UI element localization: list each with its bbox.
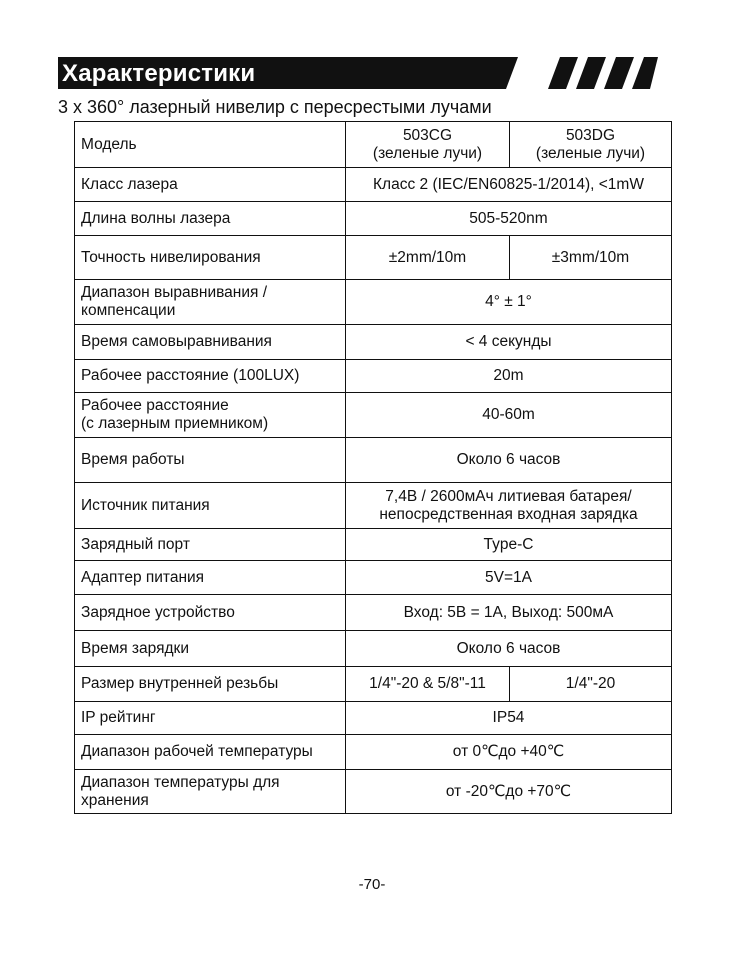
spec-label-line: Диапазон выравнивания /	[81, 284, 268, 301]
spec-value: ±3mm/10m	[510, 236, 672, 280]
table-row	[75, 483, 672, 529]
table-row	[75, 595, 672, 631]
table-row	[75, 280, 672, 325]
spec-label-line: IP рейтинг	[81, 709, 156, 726]
spec-value	[346, 168, 672, 202]
spec-label	[75, 236, 346, 280]
table-row	[75, 561, 672, 595]
table-row	[75, 236, 672, 280]
spec-value-line: Вход: 5В = 1А, Выход: 500мА	[403, 603, 614, 621]
spec-value-line: Около 6 часов	[456, 639, 561, 657]
page-number: -70-	[358, 876, 386, 893]
spec-label-line: Рабочее расстояние (100LUX)	[81, 367, 300, 384]
spec-label	[75, 561, 346, 595]
spec-label-line: Диапазон рабочей температуры	[81, 743, 313, 760]
spec-value	[346, 325, 672, 360]
spec-table	[74, 121, 672, 814]
spec-value	[346, 360, 672, 393]
model-note: (зеленые лучи)	[372, 144, 483, 162]
spec-label	[75, 667, 346, 702]
spec-label	[75, 325, 346, 360]
spec-value	[346, 702, 672, 735]
spec-value-line: Класс 2 (IEC/EN60825-1/2014), <1mW	[373, 175, 644, 193]
product-subtitle: 3 x 360° лазерный нивелир с пересрестыми лучами	[58, 97, 492, 117]
model-name: 503DG	[565, 126, 616, 144]
spec-value: 1/4"-20	[510, 667, 672, 702]
spec-value	[346, 438, 672, 483]
spec-label-line: Класс лазера	[81, 175, 178, 193]
model-503cg-cell	[346, 122, 510, 168]
spec-label	[75, 529, 346, 561]
model-note: (зеленые лучи)	[535, 144, 646, 162]
spec-value	[346, 735, 672, 770]
spec-value-line: 505-520nm	[469, 209, 548, 227]
spec-label-line: компенсации	[81, 302, 176, 319]
spec-value	[346, 631, 672, 667]
spec-value	[346, 595, 672, 631]
spec-label	[75, 168, 346, 202]
spec-label-line: Диапазон температуры для	[81, 773, 280, 791]
spec-label-line: Время самовыравнивания	[81, 333, 272, 350]
table-row	[75, 529, 672, 561]
spec-value-line: 20m	[493, 367, 524, 384]
table-row	[75, 360, 672, 393]
spec-value	[346, 202, 672, 236]
spec-label	[75, 770, 346, 814]
header-stripe-3	[604, 57, 634, 89]
spec-label	[75, 438, 346, 483]
spec-value-line: непосредственная входная зарядка	[379, 505, 638, 523]
table-row	[75, 702, 672, 735]
table-row	[75, 325, 672, 360]
spec-value-line: 4° ± 1°	[485, 293, 532, 310]
spec-value-line: от -20℃до +70℃	[445, 782, 572, 800]
spec-label	[75, 360, 346, 393]
spec-label-line: Размер внутренней резьбы	[81, 675, 279, 692]
spec-value	[346, 770, 672, 814]
spec-label-line: Время работы	[81, 451, 185, 468]
spec-label-line: Адаптер питания	[81, 568, 205, 586]
spec-label	[75, 202, 346, 236]
spec-label	[75, 483, 346, 529]
spec-value	[346, 561, 672, 595]
header-stripe-4	[632, 57, 658, 89]
table-row	[75, 735, 672, 770]
spec-value-line: Около 6 часов	[456, 451, 561, 468]
header-stripe-1	[548, 57, 578, 89]
spec-label-line: Источник питания	[81, 496, 210, 514]
spec-value	[346, 483, 672, 529]
table-row	[75, 168, 672, 202]
table-row	[75, 770, 672, 814]
table-row	[75, 631, 672, 667]
spec-label	[75, 393, 346, 438]
spec-value-line: Type-C	[483, 535, 534, 553]
spec-value	[346, 529, 672, 561]
table-row	[75, 202, 672, 236]
spec-value	[346, 393, 672, 438]
table-row	[75, 667, 672, 702]
spec-label	[75, 631, 346, 667]
spec-label	[75, 280, 346, 325]
table-row-model	[75, 122, 672, 168]
section-title: Характеристики	[62, 60, 256, 87]
spec-value-line: 5V=1A	[485, 568, 532, 586]
spec-value-line: 40-60m	[482, 406, 535, 423]
model-name: 503CG	[402, 126, 453, 144]
spec-label-line: хранения	[81, 791, 149, 809]
spec-label-line: Время зарядки	[81, 639, 189, 657]
model-503dg-cell	[510, 122, 672, 168]
spec-label	[75, 595, 346, 631]
spec-value-line: < 4 секунды	[465, 333, 552, 350]
spec-value: 1/4"-20 & 5/8"-11	[346, 667, 510, 702]
spec-label	[75, 702, 346, 735]
spec-label-line: Зарядное устройство	[81, 603, 235, 621]
model-label: Модель	[75, 122, 346, 168]
table-row	[75, 393, 672, 438]
table-row	[75, 438, 672, 483]
header-stripe-2	[576, 57, 606, 89]
spec-value: ±2mm/10m	[346, 236, 510, 280]
spec-label-line: Зарядный порт	[81, 535, 190, 553]
spec-label-line: Точность нивелирования	[81, 248, 261, 266]
spec-label-line: (с лазерным приемником)	[81, 415, 269, 432]
spec-label-line: Длина волны лазера	[81, 209, 231, 227]
spec-table-body	[75, 122, 672, 814]
spec-value-line: IP54	[492, 709, 525, 726]
spec-label	[75, 735, 346, 770]
spec-label-line: Рабочее расстояние	[81, 397, 229, 414]
spec-value-line: 7,4В / 2600мАч литиевая батарея/	[385, 487, 632, 505]
spec-value-line: от 0℃до +40℃	[452, 743, 565, 760]
spec-value	[346, 280, 672, 325]
